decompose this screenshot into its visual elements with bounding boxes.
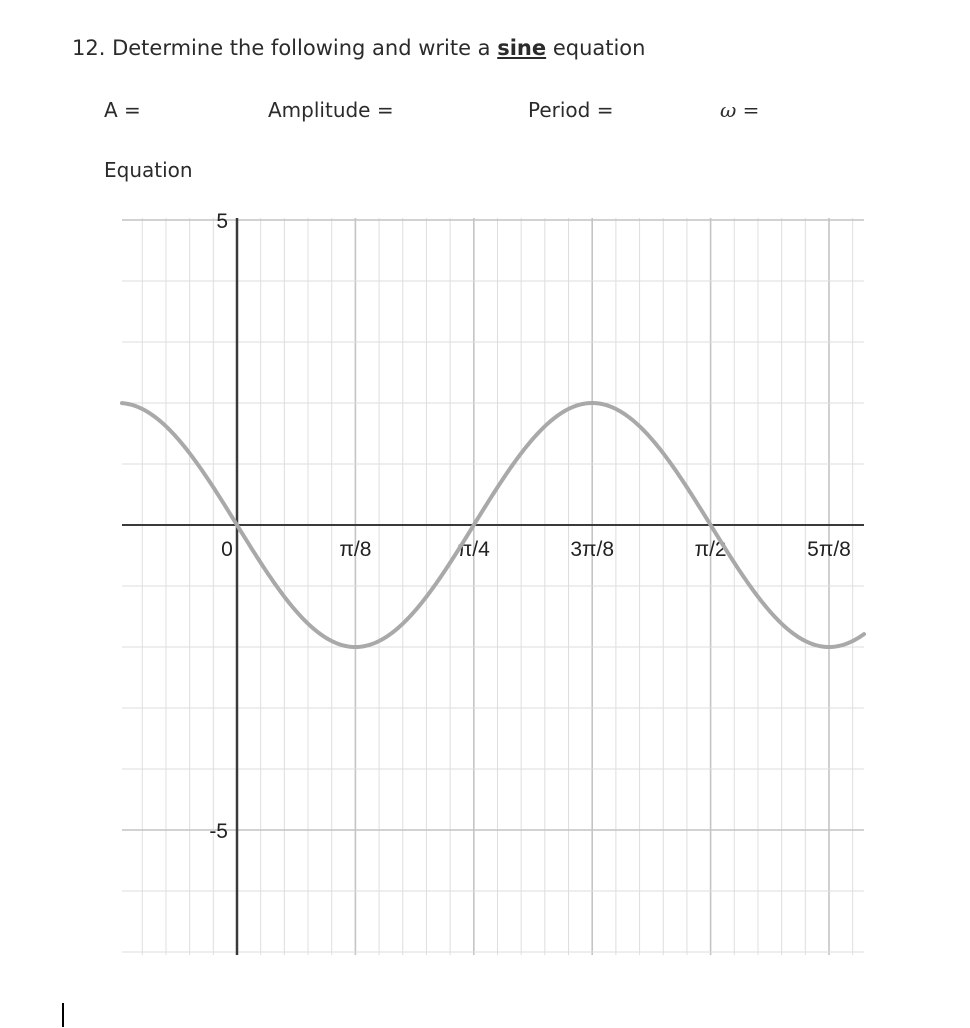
question-prefix: Determine the following and write a: [112, 36, 491, 60]
amplitude-label: Amplitude =: [268, 98, 394, 122]
omega-label: ω =: [720, 98, 760, 122]
x-tick-label: π/8: [339, 538, 372, 561]
x-tick-label: 3π/8: [570, 538, 615, 561]
a-label: A =: [104, 98, 141, 122]
x-tick-label: 5π/8: [807, 538, 851, 561]
x-tick-label: π/4: [457, 538, 490, 561]
question-number: 12.: [72, 36, 106, 60]
y-tick-label: 5: [216, 210, 228, 233]
x-tick-label: π/2: [694, 538, 727, 561]
text-cursor: [62, 1003, 64, 1027]
question-suffix: equation: [552, 36, 646, 60]
y-tick-label: -5: [209, 820, 228, 843]
x-tick-label: 0: [221, 538, 233, 561]
question-emphasis-sine: sine: [497, 36, 547, 60]
graph-tick-labels: [209, 210, 851, 843]
equation-label: Equation: [104, 158, 193, 182]
period-label: Period =: [528, 98, 614, 122]
